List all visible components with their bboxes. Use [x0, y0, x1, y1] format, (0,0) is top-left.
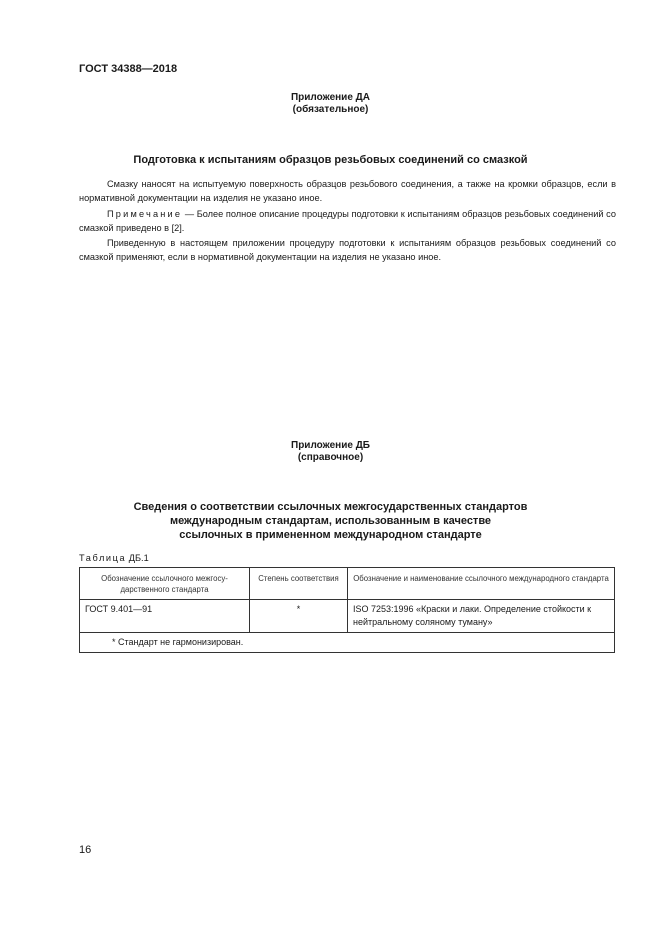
appendix-db-title: Приложение ДБ [291, 440, 370, 451]
column-header-degree: Степень соответствия [250, 568, 348, 600]
appendix-da-paragraph-2: Приведенную в настоящем приложении процедуру подготовки к испытаниям образцов резьбовых соединений со смазкой применяют, если в нормативной документации на изделия не указано иное. [79, 238, 616, 262]
table-row [80, 600, 615, 633]
appendix-da-heading: Подготовка к испытаниям образцов резьбовых соединений со смазкой [133, 154, 528, 166]
table-footnote: * Стандарт не гармонизирован. [80, 633, 615, 653]
cell-national-standard: ГОСТ 9.401—91 [80, 600, 250, 633]
appendix-da-note [79, 208, 616, 235]
standard-code-header: ГОСТ 34388—2018 [79, 63, 178, 75]
standards-table [79, 567, 615, 653]
cell-degree: * [250, 600, 348, 633]
table-caption [79, 553, 149, 563]
appendix-da-title: Приложение ДА [290, 92, 371, 103]
appendix-da-paragraph-1: Смазку наносят на испытуемую поверхность образцов резьбового соединения, а также на кромки образцов, если в нормативной документации на изделия не указано иное. [79, 179, 616, 203]
appendix-db-heading-line-3: ссылочных в примененном международном стандарте [179, 529, 482, 541]
cell-international-standard: ISO 7253:1996 «Краски и лаки. Определение стойкости к нейтральному соляному туману» [348, 600, 615, 633]
appendix-db-heading-line-2: международным стандартам, использованным в качестве [169, 515, 492, 527]
note-label: Примечание [107, 209, 183, 219]
table-footnote-row [80, 633, 615, 653]
appendix-da-status: (обязательное) [292, 104, 369, 115]
table-header-row [80, 568, 615, 600]
column-header-international-standard: Обозначение и наименование ссылочного международного стандарта [348, 568, 615, 600]
appendix-db-heading-line-1: Сведения о соответствии ссылочных межгосударственных стандартов [133, 501, 528, 513]
page-number: 16 [79, 844, 92, 856]
appendix-db-status: (справочное) [297, 452, 364, 463]
table-caption-label: Таблица [79, 553, 127, 563]
column-header-national-standard: Обозначение ссылочного межгосу-дарственного стандарта [80, 568, 250, 600]
note-text: — Более полное описание процедуры подготовки к испытаниям образцов резьбовых соединений со смазкой приведено в [2]. [79, 209, 616, 233]
table-caption-number: ДБ.1 [126, 553, 149, 563]
